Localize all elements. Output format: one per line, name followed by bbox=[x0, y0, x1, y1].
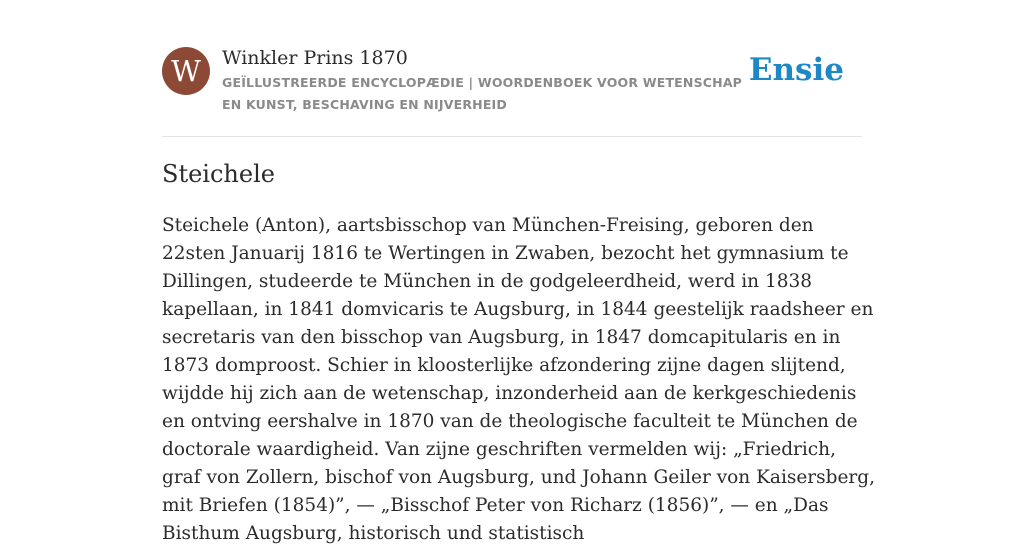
avatar[interactable]: W bbox=[162, 47, 210, 95]
page-title: Steichele bbox=[162, 160, 275, 188]
book-subtitle: GEÏLLUSTREERDE ENCYCLOPÆDIE | WOORDENBOEK VOOR WETENSCHAP EN KUNST, BESCHAVING EN NIJVERHEID bbox=[222, 75, 743, 112]
header bbox=[162, 46, 862, 137]
book-title[interactable]: Winkler Prins 1870 bbox=[222, 47, 408, 69]
brand-logo-link[interactable]: Ensie bbox=[748, 52, 844, 88]
entry-body: Steichele (Anton), aartsbisschop van München-Freising, geboren den 22sten Januarij 1816 te Wertingen in Zwaben, bezocht het gymnasium te Dillingen, studeerde te München in de godgeleerdheid, werd in 1838 kapellaan, in 1841 domvicaris te Augsburg, in 1844 geestelijk raadsheer en secretaris van den bisschop van Augsburg, in 1847 domcapitularis en in 1873 domproost. Schier in kloosterlijke afzondering zijne dagen slijtend, wijdde hij zich aan de wetenschap, inzonderheid aan de kerkgeschiedenis en ontving eershalve in 1870 van de theologische faculteit te München de doctorale waardigheid. Van zijne geschriften vermelden wij: „Friedrich, graf von Zollern, bischof von Augsburg, und Johann Geiler von Kaisersberg, mit Briefen (1854)”, — „Bisschof Peter von Richarz (1856)”, — en „Das Bisthum Augsburg, historisch und statistisch bbox=[162, 215, 875, 544]
